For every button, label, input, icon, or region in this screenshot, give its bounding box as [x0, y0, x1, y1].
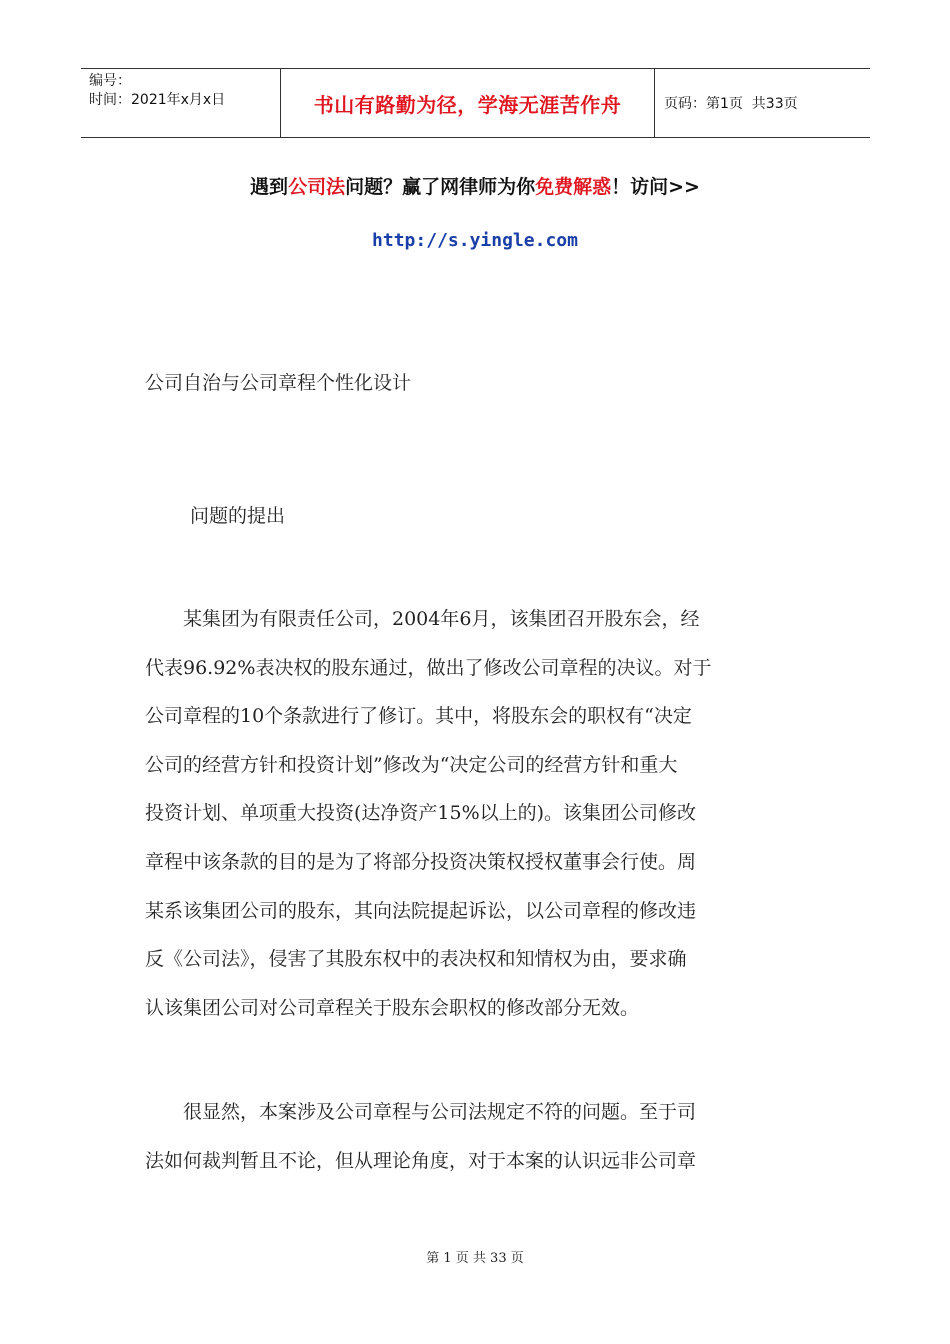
paragraph-line: 很显然，本案涉及公司章程与公司法规定不符的问题。至于司 [145, 1101, 697, 1123]
ad-url-link[interactable]: http://s.yingle.com [372, 230, 578, 251]
paragraph-line: 反《公司法》，侵害了其股东权中的表决权和知情权为由，要求确 [145, 948, 687, 971]
paragraph-line: 投资计划、单项重大投资(达净资产15%以上的)。该集团公司修改 [145, 802, 697, 825]
ad-text-3: ！访问>> [611, 176, 700, 198]
ad-banner[interactable] [0, 172, 950, 199]
header-motto: 书山有路勤为径，学海无涯苦作舟 [281, 69, 655, 137]
time-label: 时间：2021年x月x日 [89, 92, 226, 108]
paragraph-line: 章程中该条款的目的是为了将部分投资决策权授权董事会行使。周 [145, 850, 697, 873]
ad-text-2: 问题？赢了网律师为你 [345, 176, 536, 198]
paragraph-line: 认该集团公司对公司章程关于股东会职权的修改部分无效。 [145, 996, 640, 1019]
paragraph-line: 公司的经营方针和投资计划”修改为“决定公司的经营方针和重大 [145, 753, 678, 776]
paragraph-line: 法如何裁判暂且不论，但从理论角度，对于本案的认识远非公司章 [145, 1149, 697, 1172]
ad-highlight-company-law: 公司法 [288, 176, 346, 198]
paragraph-line: 代表96.92%表决权的股东通过，做出了修改公司章程的决议。对于 [145, 656, 712, 679]
paragraph-1 [145, 595, 805, 1032]
section-heading: 问题的提出 [190, 505, 286, 527]
document-title: 公司自治与公司章程个性化设计 [145, 372, 412, 394]
paragraph-line: 公司章程的10个条款进行了修订。其中，将股东会的职权有“决定 [145, 705, 692, 728]
paragraph-line: 某系该集团公司的股东，其向法院提起诉讼，以公司章程的修改违 [145, 899, 697, 922]
ad-text-1: 遇到 [250, 176, 289, 198]
page-footer: 第 1 页 共 33 页 [426, 1251, 524, 1266]
paragraph-2 [145, 1088, 805, 1185]
document-header [81, 68, 870, 138]
header-page-info: 页码：第1页 共33页 [664, 96, 798, 112]
paragraph-line: 某集团为有限责任公司，2004年6月，该集团召开股东会，经 [145, 608, 700, 630]
ad-highlight-free: 免费解惑 [535, 176, 612, 198]
number-label: 编号： [89, 73, 131, 89]
header-meta [81, 69, 281, 137]
